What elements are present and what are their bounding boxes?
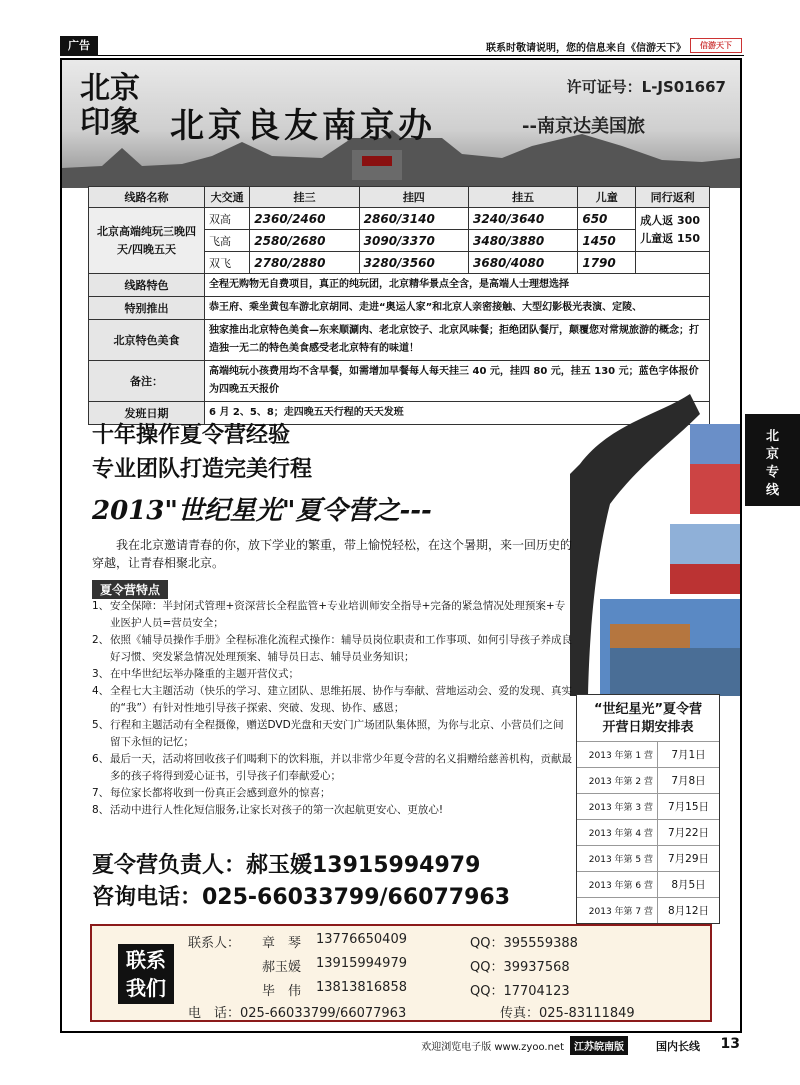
contact-fax: 传真：025-83111849 [500, 1006, 635, 1021]
rebate-cell [636, 208, 710, 252]
contact-tel: 电 话：025-66033799/66077963 [188, 1006, 407, 1021]
camp-session: 2013 年第 5 营 [588, 855, 653, 865]
agency-subtitle: --南京达美国旅 [522, 116, 645, 137]
table-row [577, 897, 719, 923]
transport-cell: 双高 [205, 208, 250, 230]
section-name: 国内长线 [656, 1040, 700, 1053]
brand-line2: 印象 [80, 105, 140, 140]
item-text: 活动中进行人性化短信服务,让家长对孩子的第一次起航更安心、更放心! [110, 804, 444, 816]
price-g4: 3090/3370 [359, 230, 468, 252]
price-child: 1790 [578, 252, 636, 274]
table-header-row [89, 187, 710, 208]
table-row [577, 793, 719, 819]
source-note: 联系时敬请说明，您的信息来自《信游天下》 [486, 43, 686, 54]
dates-label: 发班日期 [89, 402, 205, 425]
item-number: 5、 [92, 719, 110, 731]
contact-box [90, 924, 712, 1022]
contact-label: 联系人： [188, 936, 241, 951]
agency-title: 北京良友南京办 [170, 106, 436, 146]
list-item [92, 666, 572, 683]
camp-title: 2013"世纪星光"夏令营之--- [92, 496, 432, 526]
price-child: 1450 [578, 230, 636, 252]
price-g5: 3240/3640 [469, 208, 578, 230]
page-number: 13 [720, 1036, 740, 1052]
features-tag: 夏令营特点 [92, 580, 168, 599]
contact-phone: 13776650409 [316, 932, 407, 947]
camp-session: 2013 年第 3 营 [588, 803, 653, 813]
publisher-logo: 信游天下 [690, 38, 742, 53]
camp-date: 8月12日 [657, 898, 719, 923]
table-row [577, 819, 719, 845]
rebate-adult: 成人返 300 [640, 213, 700, 227]
ad-tag: 广告 [60, 36, 98, 56]
price-g5: 3480/3880 [469, 230, 578, 252]
contact-badge [118, 944, 174, 1004]
list-item [92, 683, 572, 717]
item-number: 4、 [92, 685, 110, 697]
contact-qq: QQ：395559388 [470, 936, 578, 951]
hero-banner [62, 60, 740, 188]
note-label: 备注： [89, 361, 205, 402]
item-text: 全程七大主题活动（快乐的学习、建立团队、思维拓展、协作与奉献、营地运动会、爱的发现、真实的“我”）有针对性地引导孩子探索、突破、发现、协作、感恩； [110, 685, 572, 714]
features-text: 全程无购物无自费项目，真正的纯玩团，北京精华景点全含，是高端人士理想选择 [205, 274, 710, 297]
schedule-title-line1: “世纪星光”夏令营 [593, 702, 703, 717]
price-g4: 3280/3560 [359, 252, 468, 274]
item-number: 7、 [92, 787, 110, 799]
item-text: 行程和主题活动有全程摄像，赠送DVD光盘和天安门广场团队集体照，为你与北京、小营员们之间留下永恒的记忆； [110, 719, 564, 748]
item-number: 8、 [92, 804, 110, 816]
camp-date: 8月5日 [657, 872, 719, 897]
table-header: 线路名称 [89, 187, 205, 208]
item-number: 6、 [92, 753, 110, 765]
rebate-child: 儿童返 150 [640, 231, 700, 245]
page-footer [60, 1034, 740, 1056]
table-row [577, 871, 719, 897]
table-row [577, 767, 719, 793]
table-row [577, 741, 719, 767]
item-text: 在中华世纪坛举办隆重的主题开营仪式； [110, 668, 299, 680]
list-item [92, 785, 572, 802]
footer-website: 欢迎浏览电子版 www.zyoo.net [421, 1042, 564, 1053]
special-text: 恭王府、乘坐黄包车游北京胡同、走进“奥运人家”和北京人亲密接触、大型幻影极光表演、定陵、 [205, 297, 710, 320]
price-g3: 2360/2460 [250, 208, 359, 230]
badge-line1: 联系 [126, 948, 166, 972]
food-label: 北京特色美食 [89, 320, 205, 361]
photo-collage [570, 384, 740, 696]
contact-phone: 13813816858 [316, 980, 407, 995]
camp-manager-contact: 夏令营负责人：郝玉媛13915994979 [92, 853, 481, 878]
list-item [92, 751, 572, 785]
camp-session: 2013 年第 7 营 [588, 907, 653, 917]
schedule-table [576, 694, 720, 924]
brand-mark [72, 72, 148, 146]
route-name: 北京高端纯玩三晚四天/四晚五天 [89, 208, 205, 274]
camp-features-list [92, 598, 572, 819]
item-text: 依照《辅导员操作手册》全程标准化流程式操作：辅导员岗位职责和工作事项、如何引导孩子养成良好习惯、突发紧急情况处理预案、辅导员日志、辅导员业务知识； [110, 634, 572, 663]
table-header: 挂四 [359, 187, 468, 208]
slogan-experience: 十年操作夏令营经验 [92, 423, 291, 448]
table-row [89, 320, 710, 361]
license-number: 许可证号：L-JS01667 [566, 78, 726, 96]
list-item [92, 598, 572, 632]
price-g3: 2780/2880 [250, 252, 359, 274]
transport-cell: 双飞 [205, 252, 250, 274]
note-text: 高端纯玩小孩费用均不含早餐，如需增加早餐每人每天挂三 40 元，挂四 80 元，挂五 130 元；蓝色字体报价为四晚五天报价 [205, 361, 710, 402]
item-number: 2、 [92, 634, 110, 646]
list-item [92, 717, 572, 751]
consult-phone: 咨询电话：025-66033799/66077963 [92, 885, 511, 910]
empty-cell [636, 252, 710, 274]
contact-name: 郝玉媛 [262, 960, 302, 975]
item-text: 最后一天，活动将回收孩子们喝剩下的饮料瓶，并以非常少年夏令营的名义捐赠给慈善机构，贡献最多的孩子将得到爱心证书，引导孩子们奉献爱心； [110, 753, 572, 782]
item-text: 安全保障：半封闭式管理+资深营长全程监管+专业培训师安全指导+完备的紧急情况处理预案+专业医护人员=营员安全； [110, 600, 566, 629]
price-g5: 3680/4080 [469, 252, 578, 274]
camp-session: 2013 年第 4 营 [588, 829, 653, 839]
camp-date: 7月29日 [657, 846, 719, 871]
schedule-title [577, 695, 719, 741]
item-text: 每位家长都将收到一份真正会感到意外的惊喜； [110, 787, 331, 799]
dragon-and-palace-photos-icon [570, 384, 740, 696]
dates-text: 6 月 2、5、8；走四晚五天行程的天天发班 [205, 402, 710, 425]
slogan-team: 专业团队打造完美行程 [92, 457, 313, 482]
camp-session: 2013 年第 1 营 [588, 751, 653, 761]
contact-name: 章 琴 [262, 936, 302, 951]
table-header: 同行返利 [636, 187, 710, 208]
contact-qq: QQ：17704123 [470, 984, 570, 999]
price-g3: 2580/2680 [250, 230, 359, 252]
section-side-tab [745, 414, 800, 506]
transport-cell: 飞高 [205, 230, 250, 252]
table-row [89, 274, 710, 297]
list-item [92, 802, 572, 819]
price-child: 650 [578, 208, 636, 230]
top-bar [60, 36, 744, 56]
edition-badge: 江苏皖南版 [570, 1036, 628, 1055]
table-header: 儿童 [578, 187, 636, 208]
contact-qq: QQ：39937568 [470, 960, 570, 975]
table-row [89, 208, 710, 230]
camp-date: 7月1日 [657, 742, 719, 767]
special-label: 特别推出 [89, 297, 205, 320]
table-row [577, 845, 719, 871]
food-text: 独家推出北京特色美食—东来顺涮肉、老北京饺子、北京风味餐；拒绝团队餐厅，颠覆您对常规旅游的概念；打造独一无二的特色美食感受老北京特有的味道！ [205, 320, 710, 361]
table-header: 大交通 [205, 187, 250, 208]
camp-session: 2013 年第 2 营 [588, 777, 653, 787]
camp-session: 2013 年第 6 营 [588, 881, 653, 891]
schedule-title-line2: 开营日期安排表 [602, 720, 694, 735]
camp-date: 7月15日 [657, 794, 719, 819]
table-row [89, 297, 710, 320]
features-label: 线路特色 [89, 274, 205, 297]
contact-name: 毕 伟 [262, 984, 302, 999]
table-header: 挂三 [250, 187, 359, 208]
item-number: 3、 [92, 668, 110, 680]
camp-date: 7月8日 [657, 768, 719, 793]
list-item [92, 632, 572, 666]
table-header: 挂五 [469, 187, 578, 208]
side-tab-line1: 北 [765, 429, 779, 444]
side-tab-line2: 京专线 [765, 447, 779, 498]
price-g4: 2860/3140 [359, 208, 468, 230]
camp-date: 7月22日 [657, 820, 719, 845]
item-number: 1、 [92, 600, 110, 612]
badge-line2: 我们 [126, 976, 166, 1000]
camp-intro: 我在北京邀请青春的你，放下学业的繁重，带上愉悦轻松，在这个暑期，来一回历史的穿越，让青春相聚北京。 [92, 538, 573, 570]
contact-phone: 13915994979 [316, 956, 407, 971]
brand-line1: 北京 [80, 71, 140, 106]
